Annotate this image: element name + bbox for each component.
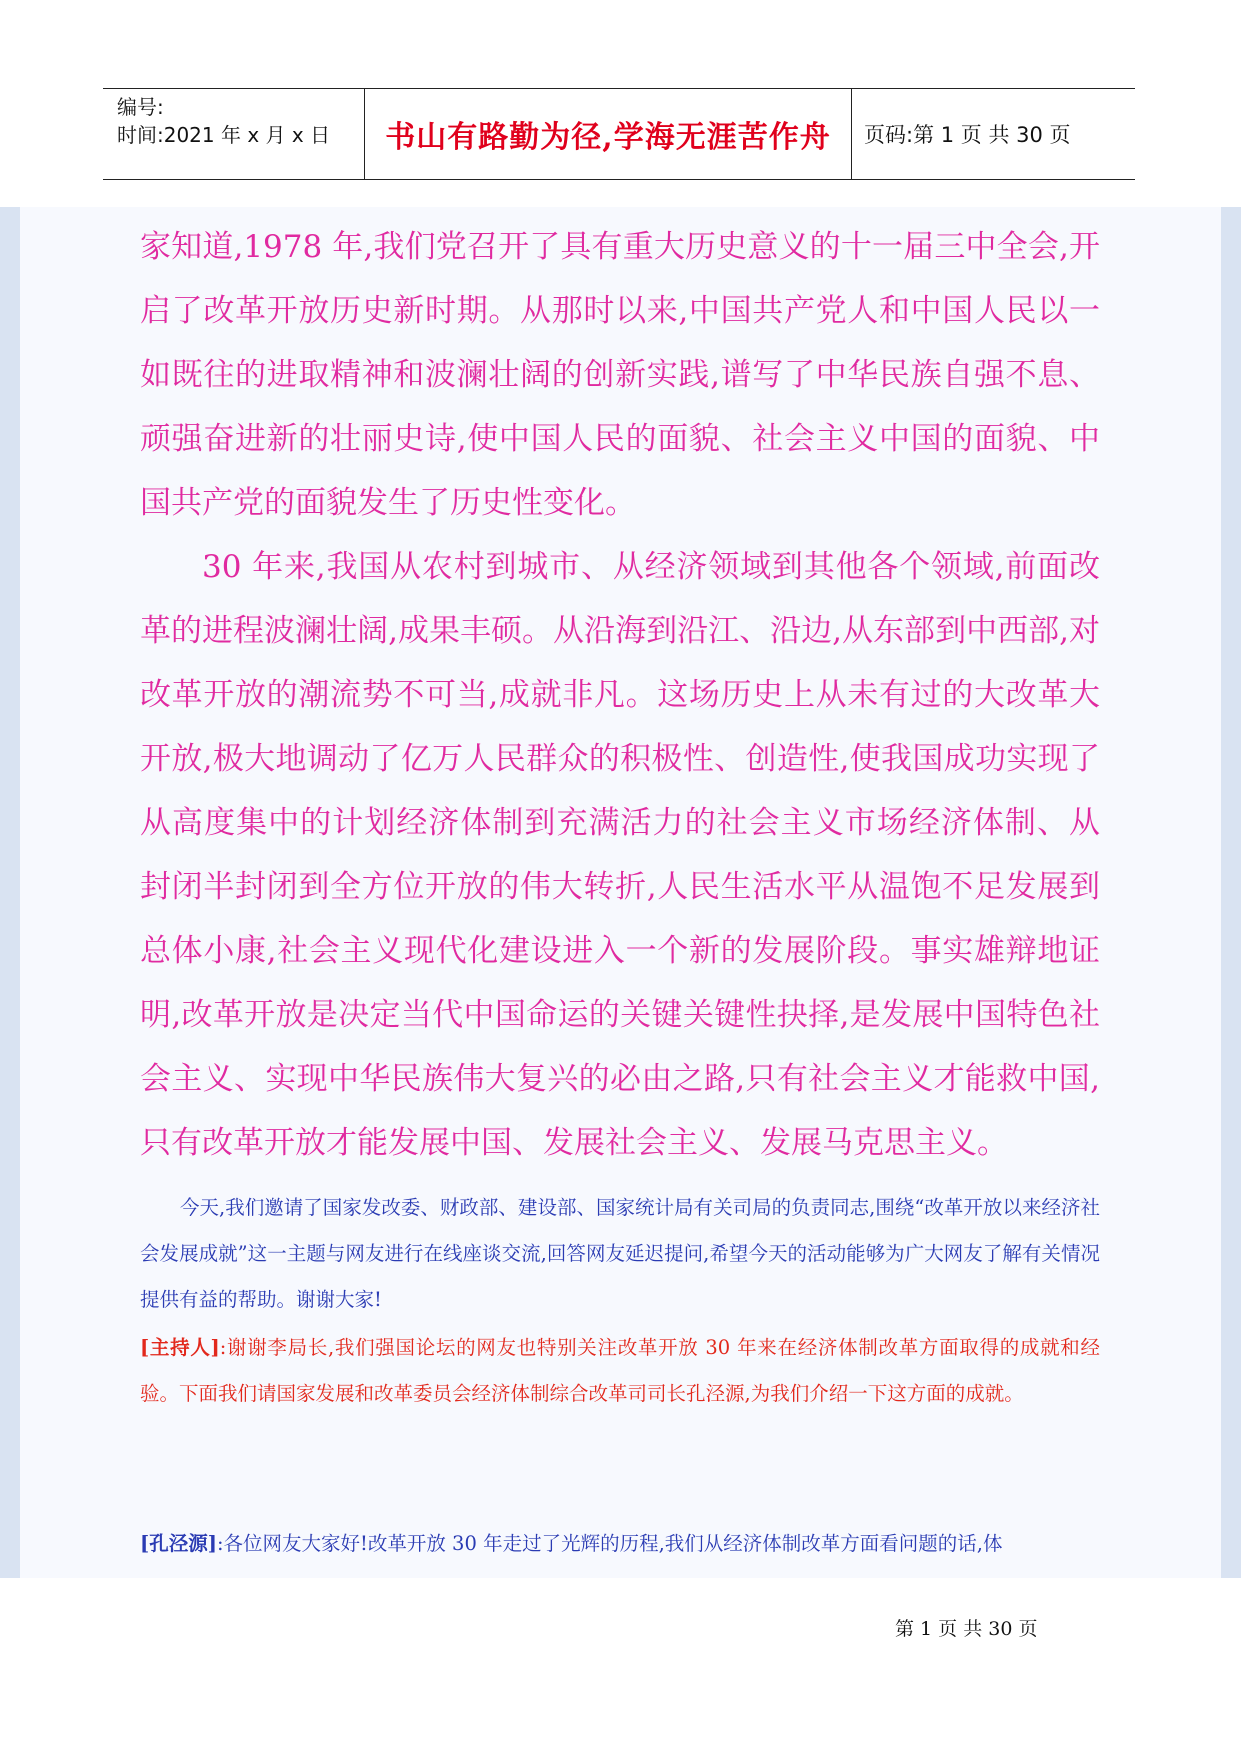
document-header xyxy=(103,88,1135,180)
left-margin-bar xyxy=(0,207,20,1578)
header-meta xyxy=(103,89,365,179)
kong-speech: :各位网友大家好!改革开放 30 年走过了光辉的历程,我们从经济体制改革方面看问题的话,体 xyxy=(216,1532,1003,1555)
header-page-code: 页码:第 1 页 共 30 页 xyxy=(864,123,1071,147)
kong-speaker-tag: [孔泾源] xyxy=(140,1532,217,1555)
paragraph-3: 今天,我们邀请了国家发改委、财政部、建设部、国家统计局有关司局的负责同志,围绕“改革开放以来经济社会发展成就”这一主题与网友进行在线座谈交流,回答网友延迟提问,希望今天的活动能够为广大网友了解有关情况提供有益的帮助。谢谢大家! xyxy=(140,1196,1100,1311)
header-motto: 书山有路勤为径,学海无涯苦作舟 xyxy=(365,89,852,179)
kong-paragraph xyxy=(140,1521,1100,1567)
host-speaker-tag: [主持人] xyxy=(140,1336,220,1359)
paragraph-2: 30 年来,我国从农村到城市、从经济领域到其他各个领域,前面改革的进程波澜壮阔,成果丰硕。从沿海到沿江、沿边,从东部到中西部,对改革开放的潮流势不可当,成就非凡。这场历史上从未有过的大改革大开放,极大地调动了亿万人民群众的积极性、创造性,使我国成功实现了从高度集中的计划经济体制到充满活力的社会主义市场经济体制、从封闭半封闭到全方位开放的伟大转折,人民生活水平从温饱不足发展到总体小康,社会主义现代化建设进入一个新的发展阶段。事实雄辩地证明,改革开放是决定当代中国命运的关键关键性抉择,是发展中国特色社会主义、实现中华民族伟大复兴的必由之路,只有社会主义才能救中国,只有改革开放才能发展中国、发展社会主义、发展马克思主义。 xyxy=(140,549,1100,1161)
host-paragraph xyxy=(140,1325,1100,1417)
host-speech: :谢谢李局长,我们强国论坛的网友也特别关注改革开放 30 年来在经济体制改革方面取得的成就和经验。下面我们请国家发展和改革委员会经济体制综合改革司司长孔泾源,为我们介绍一下这方面的成就。 xyxy=(140,1336,1100,1405)
page-footer: 第 1 页 共 30 页 xyxy=(895,1618,1038,1640)
paragraph-1: 家知道,1978 年,我们党召开了具有重大历史意义的十一届三中全会,开启了改革开放历史新时期。从那时以来,中国共产党人和中国人民以一如既往的进取精神和波澜壮阔的创新实践,谱写了中华民族自强不息、顽强奋进新的壮丽史诗,使中国人民的面貌、社会主义中国的面貌、中国共产党的面貌发生了历史性变化。 xyxy=(140,229,1100,521)
number-label: 编号: xyxy=(117,95,164,119)
right-margin-bar xyxy=(1221,207,1241,1578)
time-label: 时间:2021 年 x 月 x 日 xyxy=(117,123,331,147)
